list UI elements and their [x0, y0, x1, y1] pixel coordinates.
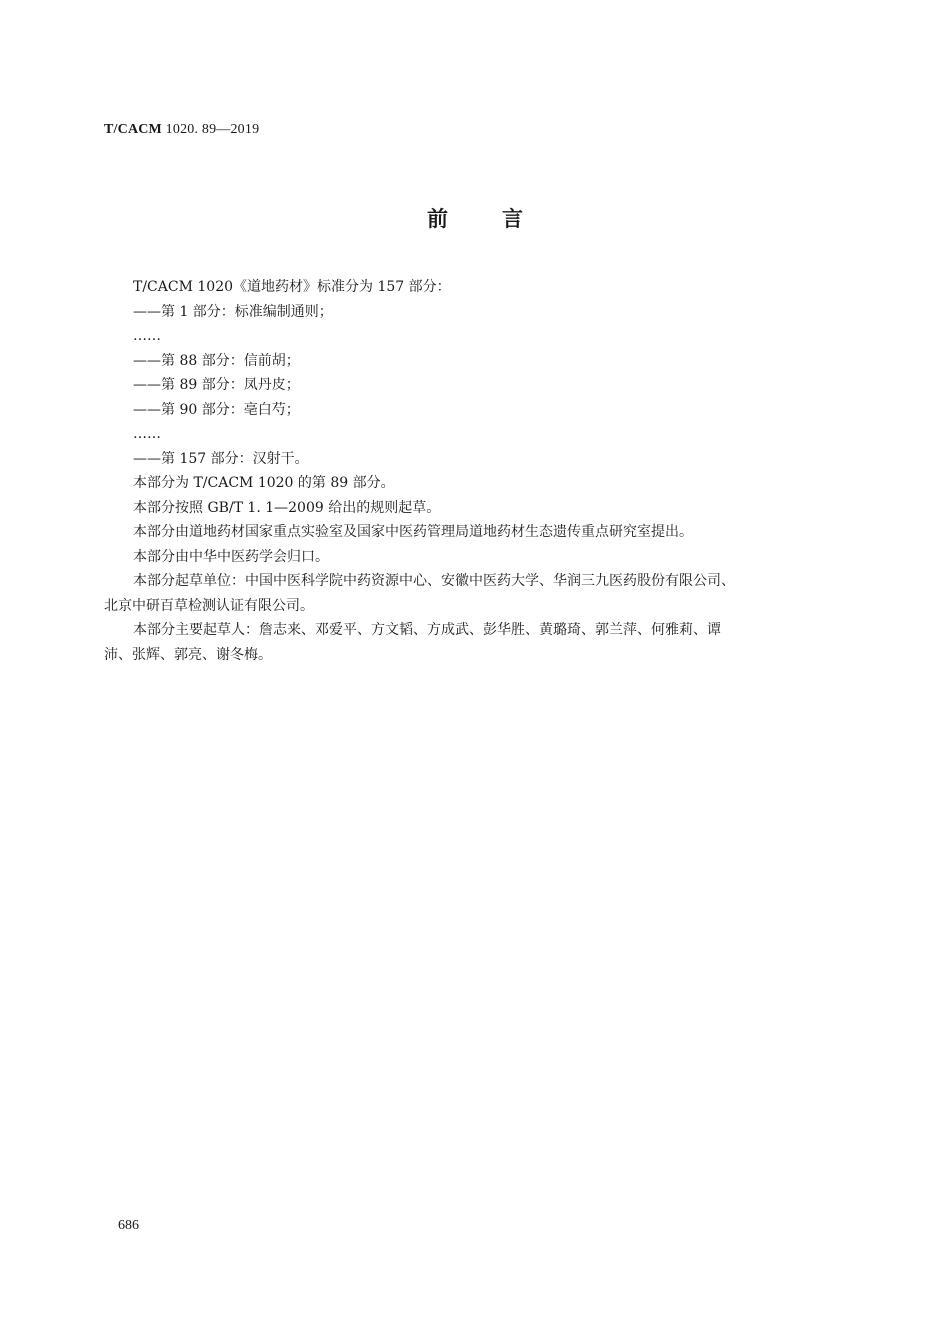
list-item-part-90: ——第 90 部分：亳白芍； [133, 401, 300, 418]
list-item-part-1: ——第 1 部分：标准编制通则； [133, 303, 333, 320]
standard-code-prefix: T/CACM [104, 122, 162, 137]
paragraph-proposed-by: 本部分由道地药材国家重点实验室及国家中医药管理局道地药材生态遗传重点研究室提出。 [133, 524, 693, 540]
paragraph-under-jurisdiction: 本部分由中华中医药学会归口。 [133, 548, 329, 565]
paragraph-this-part: 本部分为 T/CACM 1020 的第 89 部分。 [133, 475, 395, 491]
paragraph-drafting-rules: 本部分按照 GB/T 1. 1—2009 给出的规则起草。 [133, 499, 441, 516]
title-char-1: 前 [427, 207, 448, 231]
paragraph-drafting-units-line1: 本部分起草单位：中国中医科学院中药资源中心、安徽中医药大学、华润三九医药股份有限公司、 [133, 573, 735, 589]
title-char-2: 言 [502, 207, 523, 231]
standard-code [104, 121, 259, 138]
standard-code-number: 1020. 89—2019 [161, 122, 260, 137]
list-ellipsis: …… [133, 328, 161, 344]
paragraph-drafting-units-line2: 北京中研百草检测认证有限公司。 [104, 597, 314, 614]
list-item-part-88: ——第 88 部分：信前胡； [133, 352, 300, 369]
page-number: 686 [118, 1218, 139, 1233]
paragraph-parts-intro: T/CACM 1020《道地药材》标准分为 157 部分： [133, 279, 451, 295]
foreword-body [104, 275, 844, 667]
section-title [0, 203, 950, 233]
list-item-part-89: ——第 89 部分：凤丹皮； [133, 377, 300, 393]
list-item-part-157: ——第 157 部分：汉射干。 [133, 450, 309, 467]
paragraph-drafters-line1: 本部分主要起草人：詹志来、邓爱平、方文韬、方成武、彭华胜、黄璐琦、郭兰萍、何雅莉、谭 [133, 622, 721, 638]
list-ellipsis: …… [133, 426, 161, 442]
paragraph-drafters-line2: 沛、张辉、郭亮、谢冬梅。 [104, 646, 272, 663]
